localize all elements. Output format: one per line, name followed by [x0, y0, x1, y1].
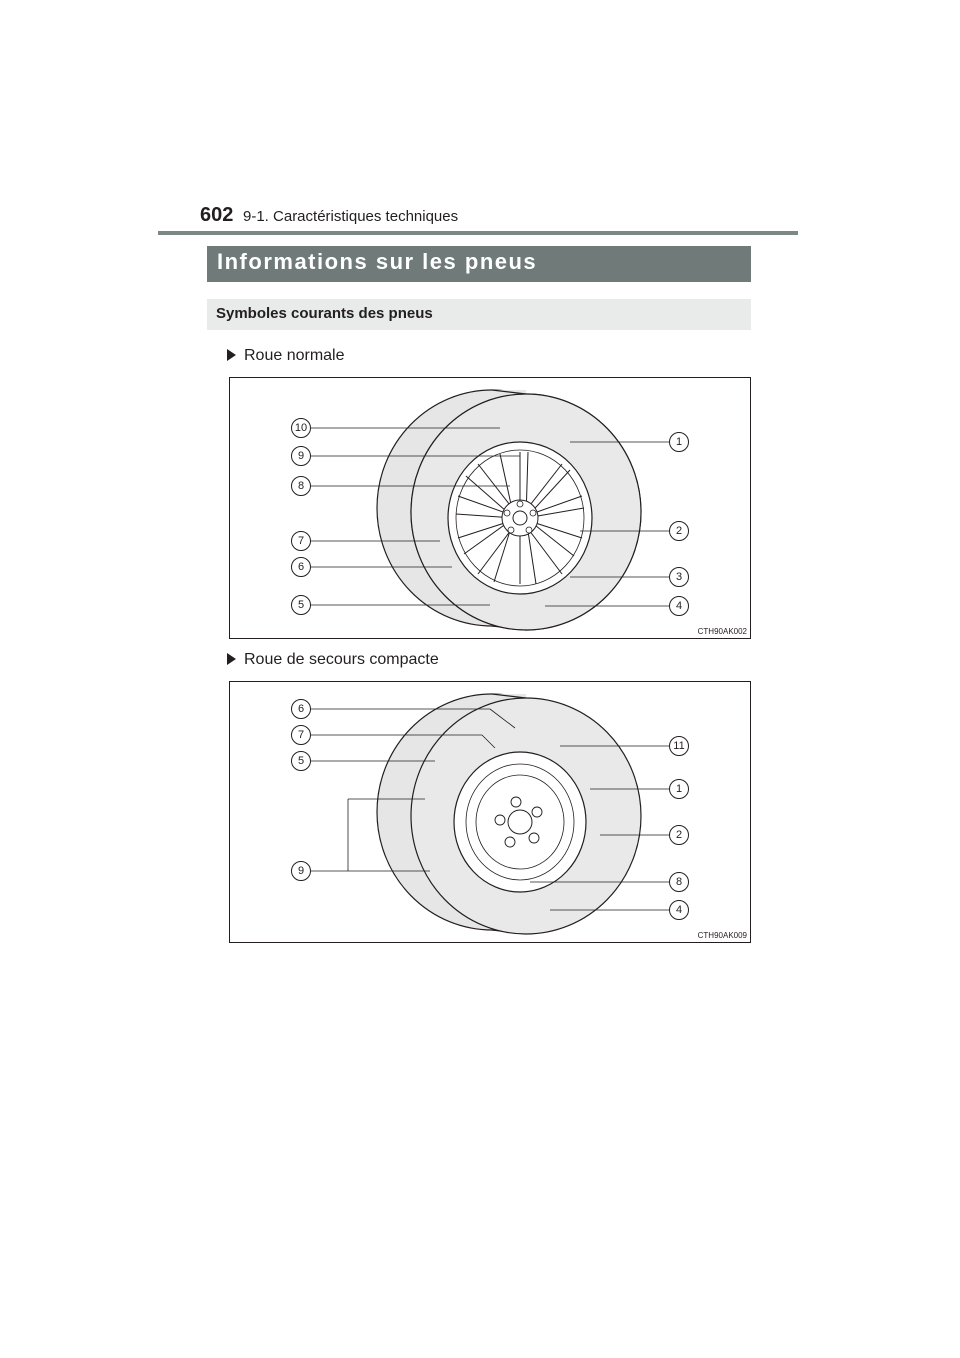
subtitle-banner	[207, 299, 751, 330]
main-title-banner	[207, 246, 751, 282]
figure-spare-wheel	[229, 681, 751, 943]
callout-3: 3	[669, 567, 689, 587]
figure-code: CTH90AK009	[697, 931, 747, 940]
bullet-spare-wheel	[227, 651, 439, 669]
main-title: Informations sur les pneus	[217, 249, 538, 274]
callout-6: 6	[291, 699, 311, 719]
bullet-label: Roue normale	[244, 347, 345, 364]
callout-4: 4	[669, 900, 689, 920]
bullet-normal-wheel	[227, 347, 345, 365]
bullet-label: Roue de secours compacte	[244, 651, 439, 668]
callout-7: 7	[291, 531, 311, 551]
callout-6: 6	[291, 557, 311, 577]
page-number: 602	[200, 204, 234, 226]
callout-10: 10	[291, 418, 311, 438]
callout-9: 9	[291, 861, 311, 881]
callout-1: 1	[669, 432, 689, 452]
bullet-triangle-icon	[227, 653, 236, 665]
callout-8: 8	[291, 476, 311, 496]
callout-2: 2	[669, 521, 689, 541]
callout-8: 8	[669, 872, 689, 892]
callout-1: 1	[669, 779, 689, 799]
section-title: 9-1. Caractéristiques techniques	[243, 208, 459, 225]
figure-normal-wheel	[229, 377, 751, 639]
callout-4: 4	[669, 596, 689, 616]
callout-9: 9	[291, 446, 311, 466]
callout-5: 5	[291, 751, 311, 771]
callout-7: 7	[291, 725, 311, 745]
callout-11: 11	[669, 736, 689, 756]
subtitle: Symboles courants des pneus	[216, 305, 433, 322]
callout-5: 5	[291, 595, 311, 615]
figure-code: CTH90AK002	[697, 627, 747, 636]
bullet-triangle-icon	[227, 349, 236, 361]
callout-2: 2	[669, 825, 689, 845]
header-divider	[158, 231, 798, 235]
